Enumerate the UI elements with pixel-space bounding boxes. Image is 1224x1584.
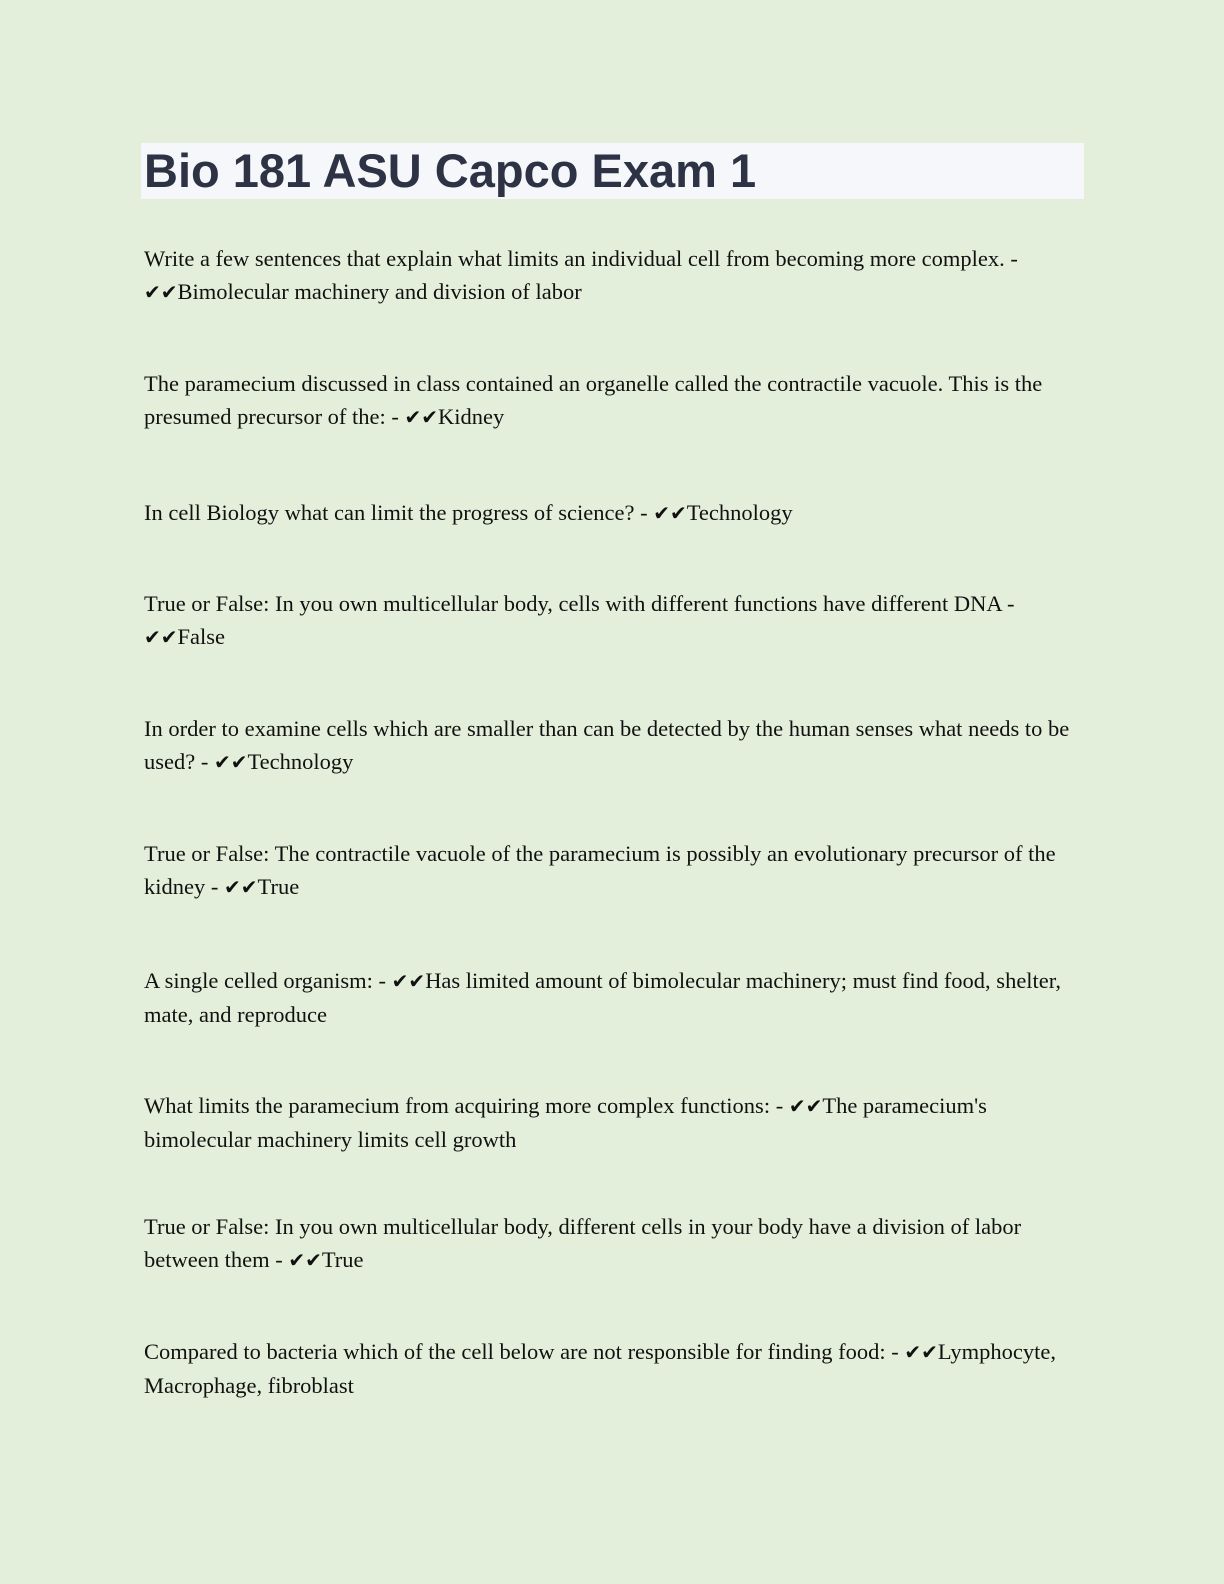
qa-item-3: [144, 496, 1084, 530]
double-check-icon: ✔✔: [213, 750, 248, 774]
double-check-icon: ✔✔: [144, 625, 178, 649]
question-text: In cell Biology what can limit the progress of science? -: [144, 500, 654, 525]
double-check-icon: ✔✔: [288, 1248, 322, 1272]
double-check-icon: ✔✔: [391, 969, 426, 993]
answer-text: True: [257, 874, 300, 899]
qa-item-9: [144, 1210, 1084, 1277]
double-check-icon: ✔✔: [144, 280, 178, 304]
question-text: True or False: The contractile vacuole of the paramecium is possibly an evolutionary precursor of the kidney -: [144, 841, 1056, 899]
question-text: True or False: In you own multicellular body, cells with different functions have different DNA -: [144, 591, 1015, 616]
answer-text: True: [321, 1247, 364, 1272]
double-check-icon: ✔✔: [223, 875, 258, 899]
answer-text: False: [177, 624, 226, 649]
answer-text: Lymphocyte, Macrophage, fibroblast: [144, 1339, 1057, 1398]
qa-item-5: [144, 712, 1084, 779]
answer-text: Has limited amount of bimolecular machinery; must find food, shelter, mate, and reproduce: [144, 968, 1062, 1027]
question-text: Compared to bacteria which of the cell below are not responsible for finding food: -: [144, 1339, 905, 1364]
answer-text: Bimolecular machinery and division of labor: [177, 279, 582, 304]
title-banner: [141, 143, 1084, 199]
answer-text: The paramecium's bimolecular machinery limits cell growth: [144, 1093, 987, 1152]
qa-item-1: [144, 242, 1084, 309]
double-check-icon: ✔✔: [404, 405, 439, 429]
qa-item-7: [144, 964, 1084, 1031]
double-check-icon: ✔✔: [904, 1340, 938, 1364]
qa-item-4: [144, 587, 1084, 654]
answer-text: Technology: [686, 500, 793, 525]
double-check-icon: ✔✔: [653, 501, 687, 525]
qa-item-2: [144, 367, 1084, 434]
answer-text: Technology: [247, 749, 354, 774]
double-check-icon: ✔✔: [788, 1094, 823, 1118]
qa-item-8: [144, 1089, 1084, 1156]
qa-item-6: [144, 837, 1084, 904]
question-text: In order to examine cells which are smaller than can be detected by the human senses what needs to be used? -: [144, 716, 1070, 774]
question-text: A single celled organism: -: [144, 968, 392, 993]
question-text: Write a few sentences that explain what limits an individual cell from becoming more complex. -: [144, 246, 1018, 271]
question-text: What limits the paramecium from acquiring more complex functions: -: [144, 1093, 789, 1118]
qa-item-10: [144, 1335, 1084, 1402]
answer-text: Kidney: [438, 404, 505, 429]
page-title: Bio 181 ASU Capco Exam 1: [144, 144, 757, 197]
question-text: True or False: In you own multicellular body, different cells in your body have a division of labor between them -: [144, 1214, 1022, 1272]
question-text: The paramecium discussed in class contained an organelle called the contractile vacuole. This is the presumed precursor of the: -: [144, 371, 1043, 429]
